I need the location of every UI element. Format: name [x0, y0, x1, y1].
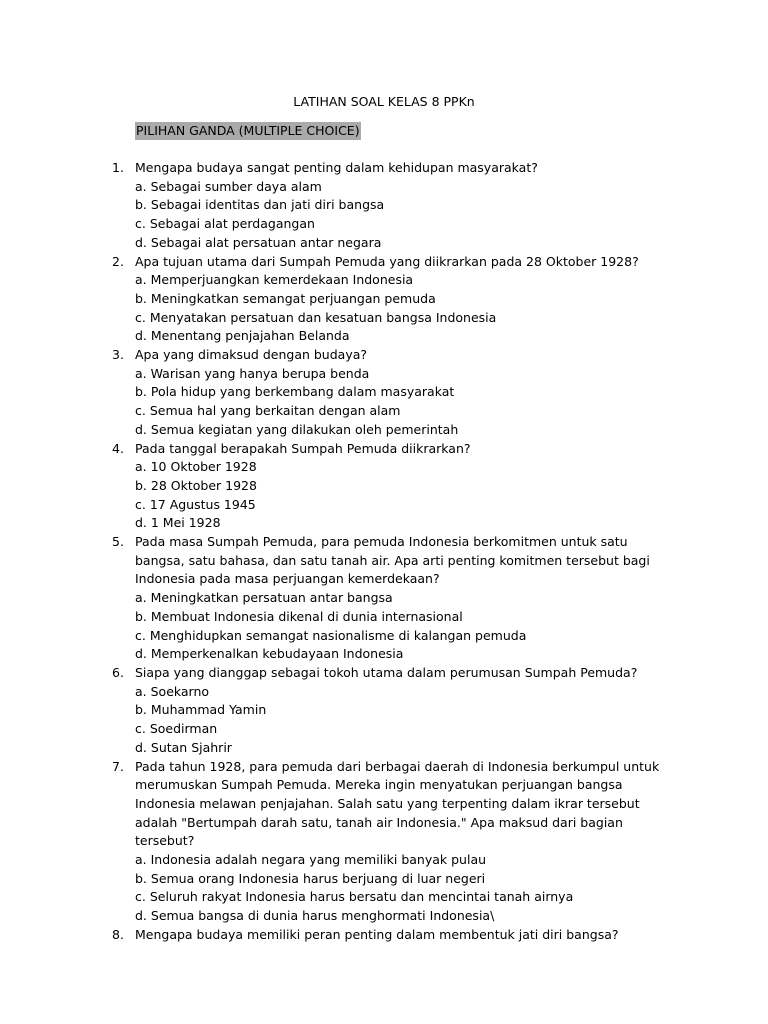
answer-option: b. Muhammad Yamin: [135, 702, 267, 718]
question-number: 2.: [112, 253, 124, 269]
answer-option: a. Memperjuangkan kemerdekaan Indonesia: [135, 272, 414, 288]
answer-option: b. Membuat Indonesia dikenal di dunia internasional: [135, 608, 463, 624]
section-heading: PILIHAN GANDA (MULTIPLE CHOICE): [136, 123, 360, 138]
answer-option: c. Menghidupkan semangat nasionalisme di kalangan pemuda: [135, 627, 527, 643]
question-item: [0, 346, 768, 440]
question-item: [0, 440, 768, 534]
question-text: Apa tujuan utama dari Sumpah Pemuda yang diikrarkan pada 28 Oktober 1928?: [135, 253, 639, 269]
answer-option: a. 10 Oktober 1928: [135, 459, 257, 475]
question-text: Apa yang dimaksud dengan budaya?: [135, 347, 368, 363]
question-item: [0, 758, 768, 926]
answer-option: c. Seluruh rakyat Indonesia harus bersatu dan mencintai tanah airnya: [135, 889, 574, 905]
question-item: [0, 926, 768, 945]
answer-option: a. Soekarno: [135, 683, 210, 699]
question-number: 1.: [112, 160, 124, 175]
question-text: Siapa yang dianggap sebagai tokoh utama dalam perumusan Sumpah Pemuda?: [135, 664, 638, 680]
answer-option: c. 17 Agustus 1945: [135, 496, 256, 512]
question-item: [0, 159, 768, 253]
question-item: [0, 664, 768, 758]
question-number: 3.: [112, 347, 124, 363]
answer-option: c. Soedirman: [135, 721, 218, 737]
answer-option: d. Semua kegiatan yang dilakukan oleh pemerintah: [135, 421, 459, 437]
answer-option: a. Warisan yang hanya berupa benda: [135, 365, 370, 381]
answer-option: a. Sebagai sumber daya alam: [135, 178, 322, 194]
question-number: 8.: [112, 926, 124, 942]
answer-option: b. Meningkatkan semangat perjuangan pemuda: [135, 290, 436, 306]
answer-option: d. Sebagai alat persatuan antar negara: [135, 234, 382, 250]
answer-option: b. Sebagai identitas dan jati diri bangsa: [135, 197, 385, 213]
answer-option: b. Pola hidup yang berkembang dalam masyarakat: [135, 384, 455, 400]
answer-option: d. Semua bangsa di dunia harus menghormati Indonesia\: [135, 908, 495, 924]
question-list: [0, 159, 768, 945]
question-number: 5.: [112, 534, 124, 550]
answer-option: c. Semua hal yang berkaitan dengan alam: [135, 403, 401, 419]
question-item: [0, 533, 768, 664]
document-title: LATIHAN SOAL KELAS 8 PPKn: [293, 94, 475, 109]
question-text: Pada tahun 1928, para pemuda dari berbagai daerah di Indonesia berkumpul untuk merumuskan Sumpah Pemuda. Mereka ingin menyatukan perjuangan bangsa Indonesia melawan penjajahan. Salah satu yang terpenting dalam ikrar tersebut adalah "Bertumpah darah satu, tanah air Indonesia." Apa maksud dari bagian tersebut?: [135, 758, 660, 849]
question-text: Pada tanggal berapakah Sumpah Pemuda diikrarkan?: [135, 440, 471, 456]
question-number: 4.: [112, 440, 124, 456]
question-number: 7.: [112, 758, 124, 774]
question-text: Pada masa Sumpah Pemuda, para pemuda Indonesia berkomitmen untuk satu bangsa, satu bahasa, dan satu tanah air. Apa arti penting komitmen tersebut bagi Indonesia pada masa perjuangan kemerdekaan?: [135, 534, 650, 587]
answer-option: d. Sutan Sjahrir: [135, 739, 232, 755]
answer-option: d. Memperkenalkan kebudayaan Indonesia: [135, 646, 404, 662]
question-text: Mengapa budaya memiliki peran penting dalam membentuk jati diri bangsa?: [135, 926, 619, 942]
answer-option: d. 1 Mei 1928: [135, 515, 221, 531]
answer-option: c. Menyatakan persatuan dan kesatuan bangsa Indonesia: [135, 309, 497, 325]
question-item: [0, 253, 768, 347]
answer-option: d. Menentang penjajahan Belanda: [135, 328, 350, 344]
answer-option: b. 28 Oktober 1928: [135, 477, 257, 493]
answer-option: a. Meningkatkan persatuan antar bangsa: [135, 590, 393, 606]
question-text: Mengapa budaya sangat penting dalam kehidupan masyarakat?: [135, 160, 538, 175]
answer-option: c. Sebagai alat perdagangan: [135, 216, 315, 232]
answer-option: a. Indonesia adalah negara yang memiliki banyak pulau: [135, 852, 487, 868]
answer-option: b. Semua orang Indonesia harus berjuang di luar negeri: [135, 870, 486, 886]
question-number: 6.: [112, 664, 124, 680]
